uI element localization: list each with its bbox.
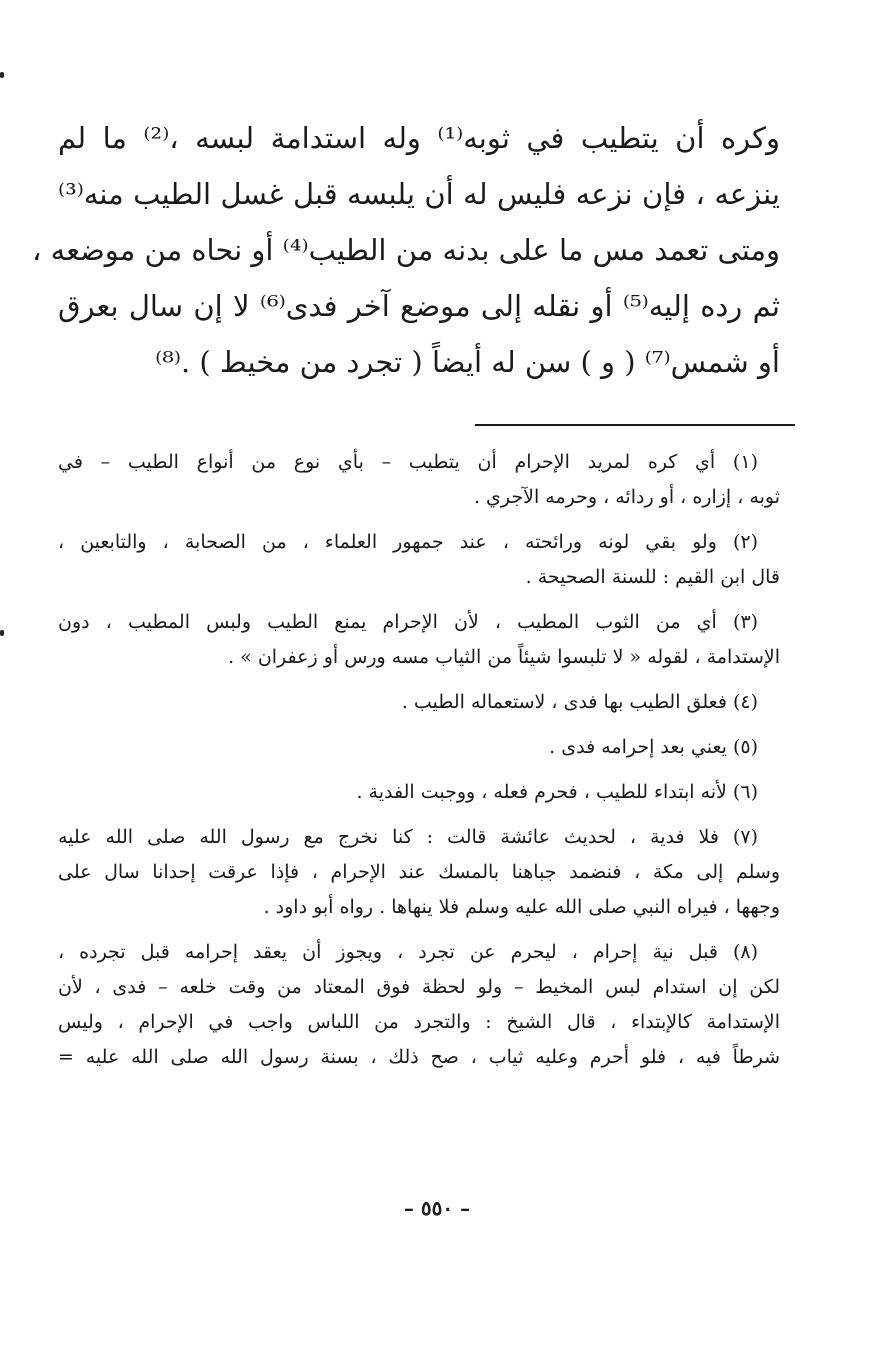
page-number: – ٥٥٠ – xyxy=(403,1196,471,1220)
main-text-line: ومتى تعمد مس ما على بدنه من الطيب⁽⁴⁾ أو نحاه من موضعه ، xyxy=(32,233,780,267)
footnote-4 xyxy=(58,685,780,720)
main-text-line: أو شمس⁽⁷⁾ ( و ) سن له أيضاً ( تجرد من مخيط ) .⁽⁸⁾ xyxy=(155,345,780,379)
footnote-2 xyxy=(58,525,780,595)
footnote-line: (٣) أي من الثوب المطيب ، لأن الإحرام يمنع الطيب ولبس المطيب ، دون xyxy=(58,611,758,633)
footnote-line: شرطاً فيه ، فلو أحرم وعليه ثياب ، صح ذلك ، بسنة رسول الله صلى الله عليه = xyxy=(58,1046,780,1068)
footnotes-block xyxy=(58,445,780,1085)
scan-edge-mark xyxy=(0,72,4,78)
footnote-line: (٢) ولو بقي لونه ورائحته ، عند جمهور العلماء ، من الصحابة ، والتابعين ، xyxy=(58,531,758,553)
main-text-line: ثم رده إليه⁽⁵⁾ أو نقله إلى موضع آخر فدى⁽⁶⁾ لا إن سال بعرق xyxy=(58,289,780,323)
footnote-line: الإستدامة ، لقوله « لا تلبسوا شيئاً من الثياب مسه ورس أو زعفران » . xyxy=(228,646,780,668)
main-text-line: وكره أن يتطيب في ثوبه⁽¹⁾ وله استدامة لبسه ،⁽²⁾ ما لم xyxy=(58,121,780,155)
footnote-line: (٦) لأنه ابتداء للطيب ، فحرم فعله ، ووجبت الفدية . xyxy=(356,781,758,803)
footnote-line: (٤) فعلق الطيب بها فدى ، لاستعماله الطيب . xyxy=(401,691,758,713)
footnote-line: (٧) فلا فدية ، لحديث عائشة قالت : كنا نخرج مع رسول الله صلى الله عليه xyxy=(58,826,758,848)
footnote-line: قال ابن القيم : للسنة الصحيحة . xyxy=(525,566,780,588)
footnote-8 xyxy=(58,935,780,1075)
footnote-line: الإستدامة كالإبتداء ، قال الشيخ : والتجرد من اللباس واجب في الإحرام ، وليس xyxy=(58,1011,780,1033)
footnote-7 xyxy=(58,820,780,925)
footnote-line: لكن إن استدام لبس المخيط – ولو لحظة فوق المعتاد من وقت خلعه – فدى ، لأن xyxy=(58,976,780,998)
footnote-separator xyxy=(475,424,795,426)
scan-edge-mark xyxy=(0,630,4,636)
footnote-line: (١) أي كره لمريد الإحرام أن يتطيب – بأي نوع من أنواع الطيب – في xyxy=(58,451,758,473)
footnote-line: (٥) يعني بعد إحرامه فدى . xyxy=(549,736,758,758)
footnote-1 xyxy=(58,445,780,515)
footnote-line: ثوبه ، إزاره ، أو ردائه ، وحرمه الآجري . xyxy=(473,486,780,508)
footnote-line: وسلم إلى مكة ، فنضمد جباهنا بالمسك عند الإحرام ، فإذا عرقت إحدانا سال على xyxy=(58,861,780,883)
footnote-line: (٨) قبل نية إحرام ، ليحرم عن تجرد ، ويجوز أن يعقد إحرامه قبل تجرده ، xyxy=(58,941,758,963)
main-text-line: ينزعه ، فإن نزعه فليس له أن يلبسه قبل غسل الطيب منه⁽³⁾ xyxy=(58,177,780,211)
footnote-6 xyxy=(58,775,780,810)
footnote-5 xyxy=(58,730,780,765)
footnote-3 xyxy=(58,605,780,675)
main-text-block xyxy=(32,110,780,390)
footnote-line: وجهها ، فيراه النبي صلى الله عليه وسلم فلا ينهاها . رواه أبو داود . xyxy=(263,896,780,918)
